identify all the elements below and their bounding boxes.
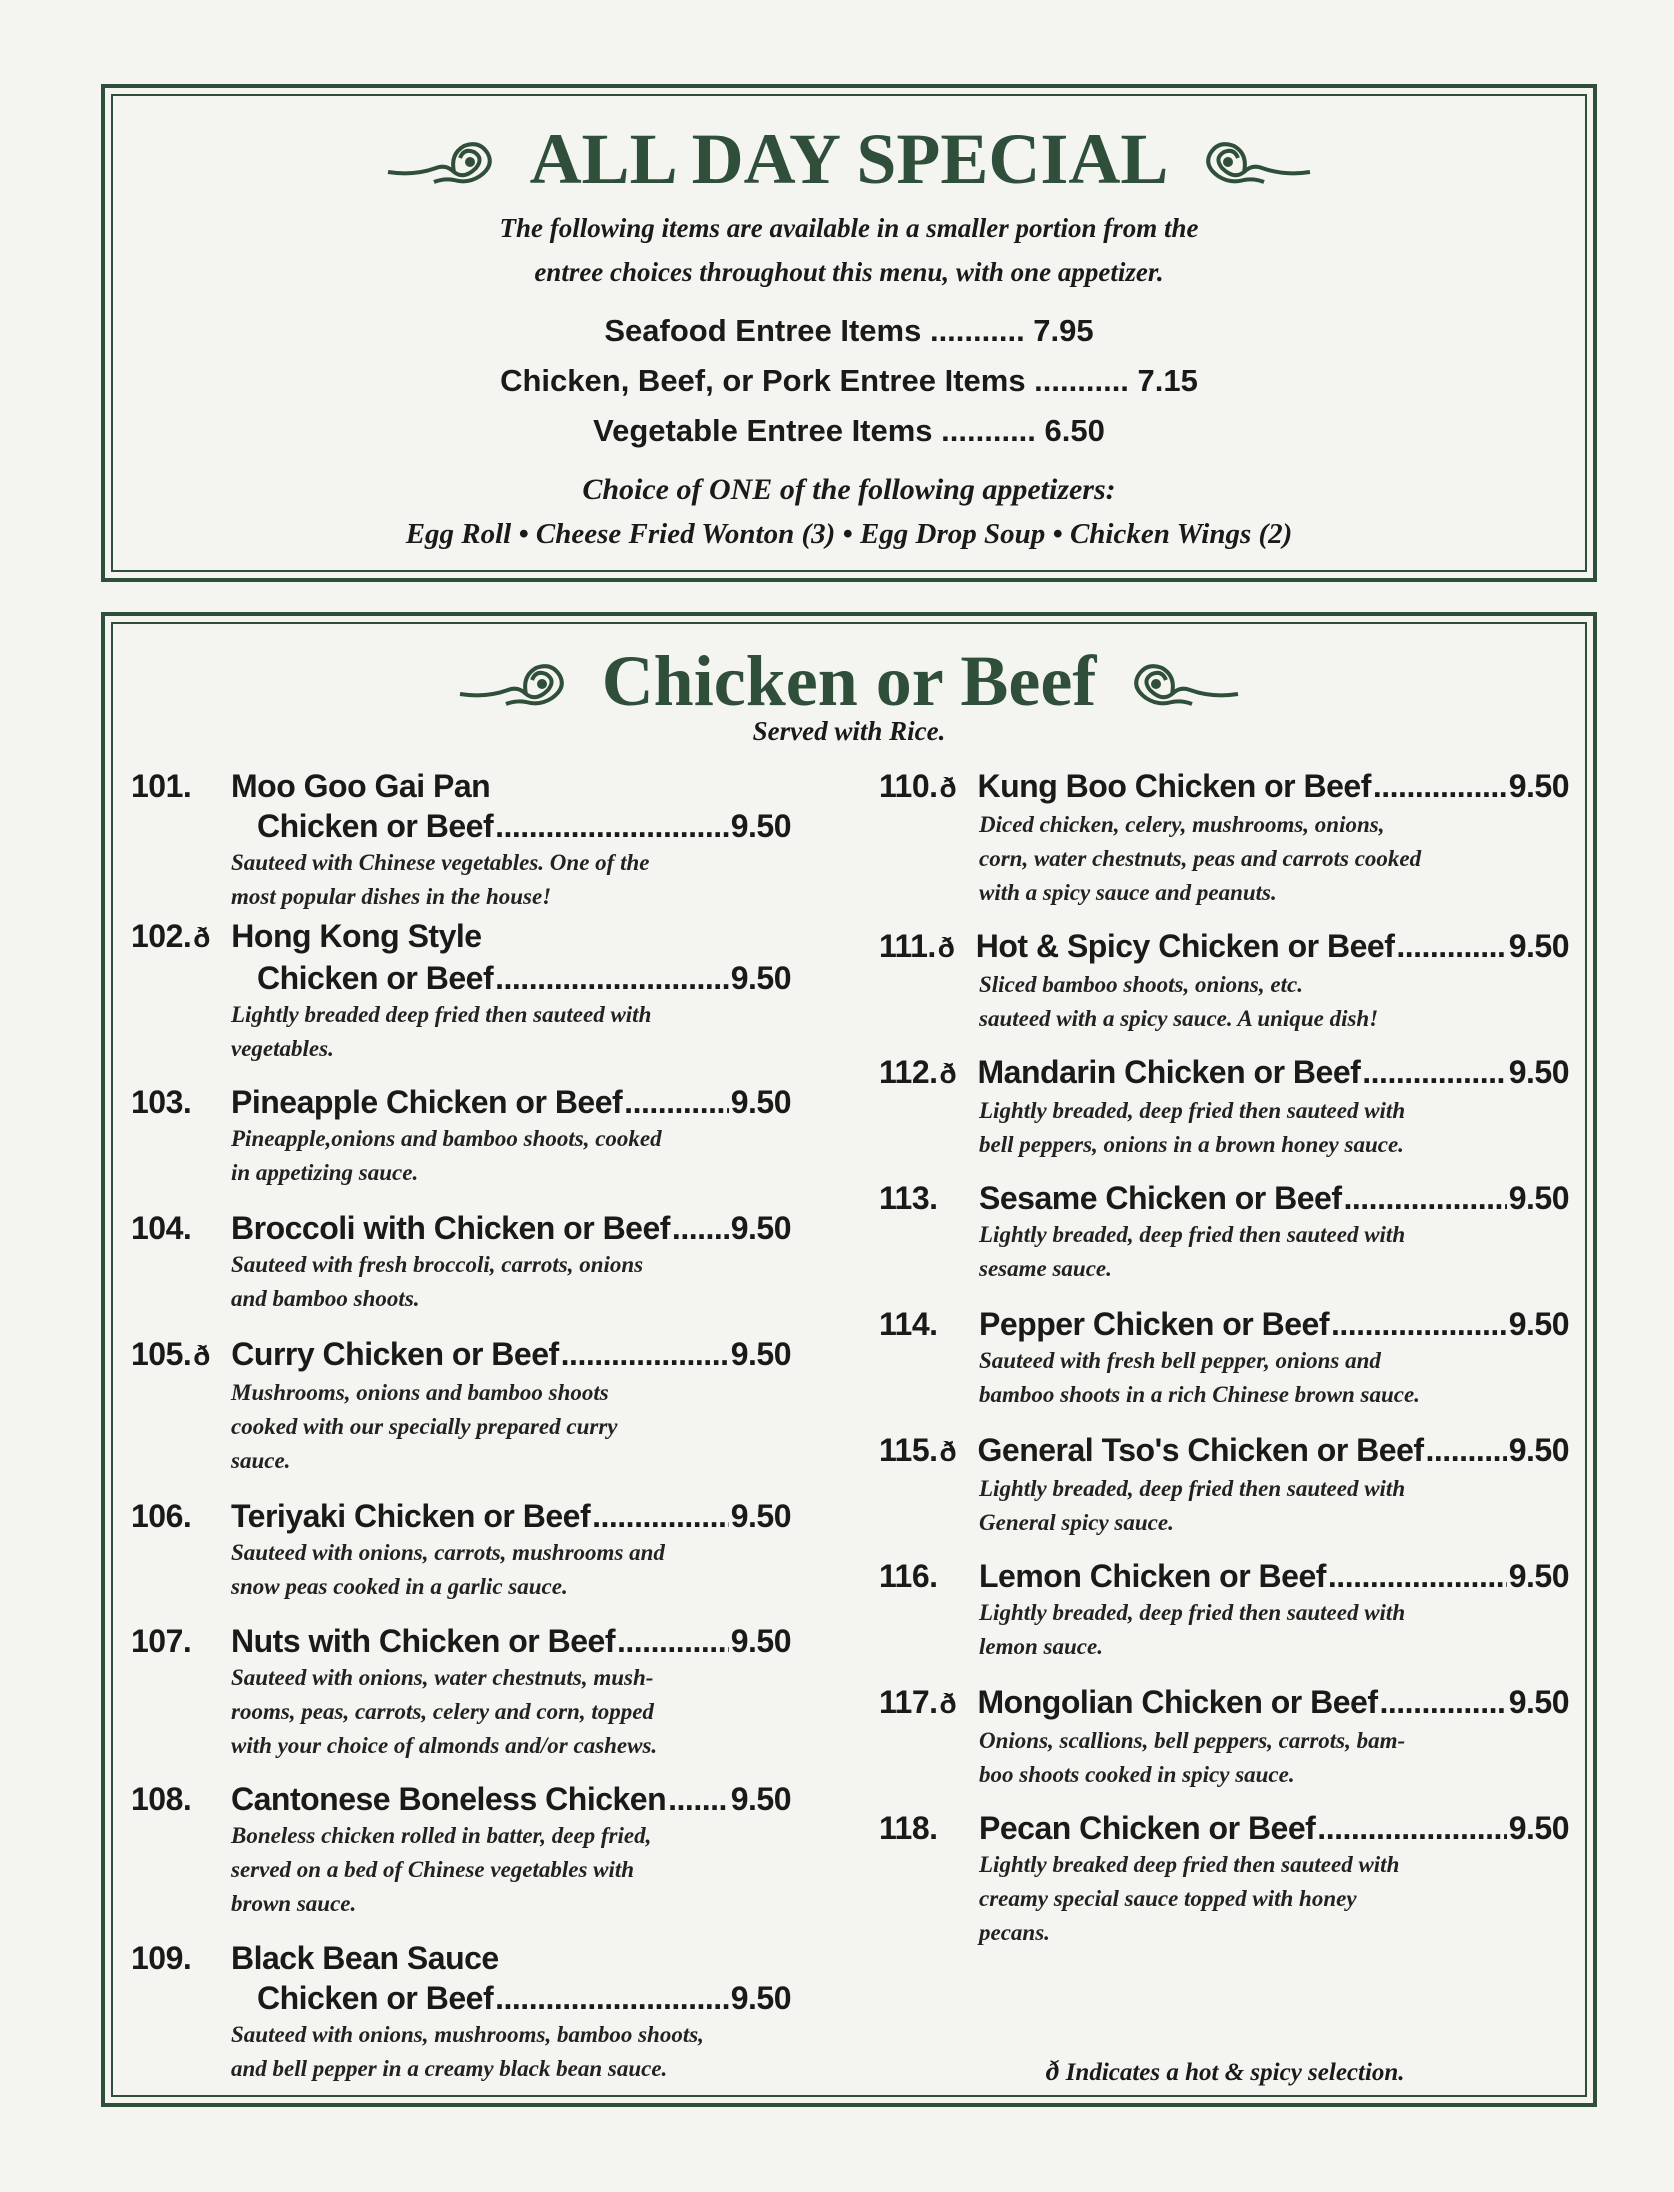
description-line: Mushrooms, onions and bamboo shoots: [231, 1380, 609, 1405]
description-line: Diced chicken, celery, mushrooms, onions,: [979, 812, 1385, 837]
leader-dots: [1396, 926, 1506, 966]
item-description: [131, 1536, 791, 1604]
menu-item-header: [879, 1304, 1569, 1344]
leader-dots: [1328, 1556, 1507, 1596]
menu-item-header-line2: [131, 1978, 791, 2018]
item-number: 103.: [131, 1084, 192, 1120]
appetizer-list: Egg Roll • Cheese Fried Wonton (3) • Egg Drop Soup • Chicken Wings (2): [405, 518, 1293, 550]
menu-item-header: [131, 1334, 791, 1376]
menu-item-header: [879, 926, 1569, 968]
menu-item-header: [879, 1808, 1569, 1848]
description-line: bell peppers, onions in a brown honey sauce.: [979, 1132, 1404, 1157]
special-title: ALL DAY SPECIAL: [529, 119, 1169, 199]
item-name: Moo Goo Gai Pan: [231, 768, 491, 804]
section-title: Chicken or Beef: [601, 641, 1097, 721]
leader-dots: [1331, 1304, 1507, 1344]
menu-item-header-line2: [131, 958, 791, 998]
item-price: 9.50: [1508, 768, 1569, 804]
item-price: 9.50: [730, 1980, 791, 2016]
menu-item: [131, 766, 791, 914]
description-line: sauteed with a spicy sauce. A unique dish!: [979, 1006, 1379, 1031]
description-line: General spicy sauce.: [979, 1510, 1174, 1535]
menu-item: [131, 1938, 791, 2086]
leader-dots: [1426, 1430, 1507, 1470]
item-price: 9.50: [730, 808, 791, 844]
item-price: 9.50: [730, 1781, 791, 1817]
right-ornament-icon: [1194, 132, 1314, 188]
description-line: bamboo shoots in a rich Chinese brown sauce.: [979, 1382, 1420, 1407]
item-description: [131, 1248, 791, 1316]
description-line: corn, water chestnuts, peas and carrots cooked: [979, 846, 1422, 871]
item-number: 115.: [879, 1432, 938, 1468]
description-line: Boneless chicken rolled in batter, deep fried,: [231, 1823, 652, 1848]
intro-line: The following items are available in a smaller portion from the: [499, 213, 1199, 243]
item-name: Pepper Chicken or Beef: [979, 1306, 1329, 1342]
item-name: Nuts with Chicken or Beef: [231, 1623, 615, 1659]
menu-item-header: [131, 766, 791, 806]
item-name: Broccoli with Chicken or Beef: [231, 1210, 670, 1246]
menu-item: [879, 1430, 1569, 1540]
item-description: [879, 1344, 1569, 1412]
description-line: Lightly breaded, deep fried then sauteed with: [979, 1222, 1406, 1247]
item-number: 101.: [131, 768, 192, 804]
description-line: vegetables.: [231, 1036, 334, 1061]
item-price: 9.50: [1508, 1306, 1569, 1342]
spicy-icon: ð: [939, 1436, 957, 1467]
menu-item: [879, 766, 1569, 910]
item-number: 113.: [879, 1180, 938, 1216]
leader-dots: [1344, 1178, 1507, 1218]
menu-item-header: [131, 1938, 791, 1978]
menu-item-header: [879, 1430, 1569, 1472]
menu-item: [131, 1779, 791, 1921]
item-name-line2: Chicken or Beef: [257, 1980, 494, 2016]
menu-item: [131, 916, 791, 1066]
spicy-icon: ð: [937, 932, 955, 963]
description-line: Lightly breaded, deep fried then sauteed with: [979, 1098, 1406, 1123]
leader-dots: [495, 1978, 729, 2018]
item-number: 104.: [131, 1210, 192, 1246]
description-line: and bamboo shoots.: [231, 1286, 420, 1311]
leader-dots: [495, 806, 729, 846]
item-description: [131, 1819, 791, 1921]
price-vegetable: Vegetable Entree Items ........... 6.50: [593, 413, 1105, 448]
item-price: 9.50: [730, 1084, 791, 1120]
item-name: Kung Boo Chicken or Beef: [977, 768, 1371, 804]
item-description: [131, 2018, 791, 2086]
item-number: 117.: [879, 1684, 938, 1720]
item-name: Hong Kong Style: [231, 918, 482, 954]
item-description: [879, 1472, 1569, 1540]
description-line: and bell pepper in a creamy black bean sauce.: [231, 2056, 668, 2081]
item-number: 105.: [131, 1336, 192, 1372]
item-name: Curry Chicken or Beef: [231, 1336, 559, 1372]
item-number: 118.: [879, 1810, 938, 1846]
item-price: 9.50: [1508, 1810, 1569, 1846]
item-price: 9.50: [1508, 1054, 1569, 1090]
description-line: sauce.: [231, 1448, 291, 1473]
leader-dots: [672, 1208, 729, 1248]
menu-item: [879, 1808, 1569, 1950]
menu-item-header: [131, 1208, 791, 1248]
description-line: Sauteed with onions, carrots, mushrooms and: [231, 1540, 665, 1565]
item-description: [879, 1094, 1569, 1162]
item-number: 110.: [879, 768, 938, 804]
item-price: 9.50: [730, 1623, 791, 1659]
menu-item: [879, 926, 1569, 1036]
description-line: Sauteed with onions, mushrooms, bamboo shoots,: [231, 2022, 704, 2047]
item-name: Cantonese Boneless Chicken: [231, 1781, 667, 1817]
item-price: 9.50: [1508, 928, 1569, 964]
spicy-icon: ð: [939, 1058, 957, 1089]
menu-item: [879, 1556, 1569, 1664]
menu-item-header: [879, 1052, 1569, 1094]
special-intro: [105, 206, 1593, 294]
menu-item: [131, 1208, 791, 1316]
item-name: Pineapple Chicken or Beef: [231, 1084, 623, 1120]
menu-item-header: [131, 1621, 791, 1661]
description-line: with your choice of almonds and/or cashews.: [231, 1733, 658, 1758]
description-line: Onions, scallions, bell peppers, carrots, bam-: [979, 1728, 1406, 1753]
menu-item: [879, 1052, 1569, 1162]
price-seafood: Seafood Entree Items ........... 7.95: [604, 313, 1094, 348]
leader-dots: [668, 1779, 729, 1819]
item-number: 107.: [131, 1623, 192, 1659]
description-line: Sauteed with fresh broccoli, carrots, onions: [231, 1252, 644, 1277]
item-name-line2: Chicken or Beef: [257, 808, 494, 844]
description-line: Lightly breaked deep fried then sauteed with: [979, 1852, 1400, 1877]
description-line: pecans.: [979, 1920, 1050, 1945]
description-line: Lightly breaded deep fried then sauteed with: [231, 1002, 652, 1027]
leader-dots: [592, 1496, 729, 1536]
menu-item-header: [879, 766, 1569, 808]
item-price: 9.50: [1508, 1684, 1569, 1720]
item-price: 9.50: [730, 1498, 791, 1534]
description-line: served on a bed of Chinese vegetables with: [231, 1857, 635, 1882]
item-name: Pecan Chicken or Beef: [979, 1810, 1316, 1846]
legend-text: Indicates a hot & spicy selection.: [1065, 2059, 1405, 2086]
leader-dots: [1362, 1052, 1506, 1092]
description-line: Sliced bamboo shoots, onions, etc.: [979, 972, 1303, 997]
item-price: 9.50: [730, 1336, 791, 1372]
spicy-icon: ð: [1045, 2056, 1060, 2087]
menu-item: [879, 1304, 1569, 1412]
description-line: Sauteed with onions, water chestnuts, mush-: [231, 1665, 654, 1690]
item-description: [879, 1848, 1569, 1950]
description-line: cooked with our specially prepared curry: [231, 1414, 618, 1439]
item-number: 109.: [131, 1940, 192, 1976]
description-line: creamy special sauce topped with honey: [979, 1886, 1357, 1911]
item-name: Teriyaki Chicken or Beef: [231, 1498, 591, 1534]
menu-item: [131, 1496, 791, 1604]
leader-dots: [1373, 766, 1507, 806]
item-number: 106.: [131, 1498, 192, 1534]
description-line: rooms, peas, carrots, celery and corn, topped: [231, 1699, 654, 1724]
item-number: 102.: [131, 918, 192, 954]
item-description: [131, 1376, 791, 1478]
item-name: Hot & Spicy Chicken or Beef: [975, 928, 1395, 964]
item-description: [879, 1218, 1569, 1286]
menu-item-header: [879, 1682, 1569, 1724]
chicken-or-beef-box: [101, 612, 1597, 2107]
intro-line: entree choices throughout this menu, with one appetizer.: [534, 257, 1164, 287]
description-line: snow peas cooked in a garlic sauce.: [231, 1574, 568, 1599]
description-line: sesame sauce.: [979, 1256, 1112, 1281]
menu-item-header: [131, 1496, 791, 1536]
item-price: 9.50: [730, 960, 791, 996]
description-line: lemon sauce.: [979, 1634, 1103, 1659]
item-description: [879, 968, 1569, 1036]
right-ornament-icon: [1122, 654, 1242, 710]
menu-item: [131, 1082, 791, 1190]
menu-item-header: [131, 1779, 791, 1819]
item-description: [131, 1661, 791, 1763]
left-ornament-icon: [456, 654, 576, 710]
description-line: Lightly breaded, deep fried then sauteed with: [979, 1600, 1406, 1625]
leader-dots: [1380, 1682, 1507, 1722]
description-line: boo shoots cooked in spicy sauce.: [979, 1762, 1295, 1787]
item-name-line2: Chicken or Beef: [257, 960, 494, 996]
menu-item: [131, 1334, 791, 1478]
section-subtitle: Served with Rice.: [752, 716, 946, 746]
item-price: 9.50: [1508, 1180, 1569, 1216]
menu-item-header: [131, 916, 791, 958]
leader-dots: [1317, 1808, 1506, 1848]
item-name: Lemon Chicken or Beef: [979, 1558, 1326, 1594]
item-number: 116.: [879, 1558, 938, 1594]
item-description: [879, 1724, 1569, 1792]
item-name: Mongolian Chicken or Beef: [977, 1684, 1378, 1720]
menu-item-header: [879, 1556, 1569, 1596]
description-line: in appetizing sauce.: [231, 1160, 419, 1185]
description-line: Pineapple,onions and bamboo shoots, cooked: [231, 1126, 662, 1151]
appetizer-heading: Choice of ONE of the following appetizers:: [582, 473, 1116, 506]
description-line: Lightly breaded, deep fried then sauteed with: [979, 1476, 1406, 1501]
description-line: brown sauce.: [231, 1891, 357, 1916]
description-line: Sauteed with Chinese vegetables. One of the: [231, 850, 650, 875]
special-title-row: [105, 118, 1593, 201]
spicy-icon: ð: [193, 922, 210, 953]
spicy-icon: ð: [193, 1340, 210, 1371]
item-name: Sesame Chicken or Beef: [979, 1180, 1342, 1216]
item-name: General Tso's Chicken or Beef: [977, 1432, 1424, 1468]
leader-dots: [617, 1621, 729, 1661]
description-line: most popular dishes in the house!: [231, 884, 552, 909]
description-line: Sauteed with fresh bell pepper, onions and: [979, 1348, 1381, 1373]
item-number: 112.: [879, 1054, 938, 1090]
item-name: Black Bean Sauce: [231, 1940, 499, 1976]
item-number: 114.: [879, 1306, 938, 1342]
special-price-list: [105, 306, 1593, 456]
item-price: 9.50: [1508, 1432, 1569, 1468]
menu-item-header: [131, 1082, 791, 1122]
section-title-row: [105, 640, 1593, 723]
all-day-special-box: [101, 84, 1597, 582]
item-number: 108.: [131, 1781, 192, 1817]
item-price: 9.50: [730, 1210, 791, 1246]
menu-item-header-line2: [131, 806, 791, 846]
spicy-icon: ð: [939, 1688, 957, 1719]
menu-item: [879, 1682, 1569, 1792]
item-description: [131, 846, 791, 914]
description-line: with a spicy sauce and peanuts.: [979, 880, 1277, 905]
leader-dots: [495, 958, 729, 998]
price-meat: Chicken, Beef, or Pork Entree Items ........... 7.15: [500, 363, 1198, 398]
left-ornament-icon: [384, 132, 504, 188]
item-number: 111.: [879, 928, 936, 964]
menu-item: [879, 1178, 1569, 1286]
spicy-icon: ð: [939, 772, 957, 803]
item-description: [879, 808, 1569, 910]
item-description: [131, 998, 791, 1066]
item-description: [879, 1596, 1569, 1664]
item-name: Mandarin Chicken or Beef: [977, 1054, 1361, 1090]
leader-dots: [624, 1082, 729, 1122]
leader-dots: [561, 1334, 729, 1374]
menu-item: [131, 1621, 791, 1763]
item-price: 9.50: [1508, 1558, 1569, 1594]
item-description: [131, 1122, 791, 1190]
spicy-legend: [879, 2056, 1569, 2088]
menu-item-header: [879, 1178, 1569, 1218]
